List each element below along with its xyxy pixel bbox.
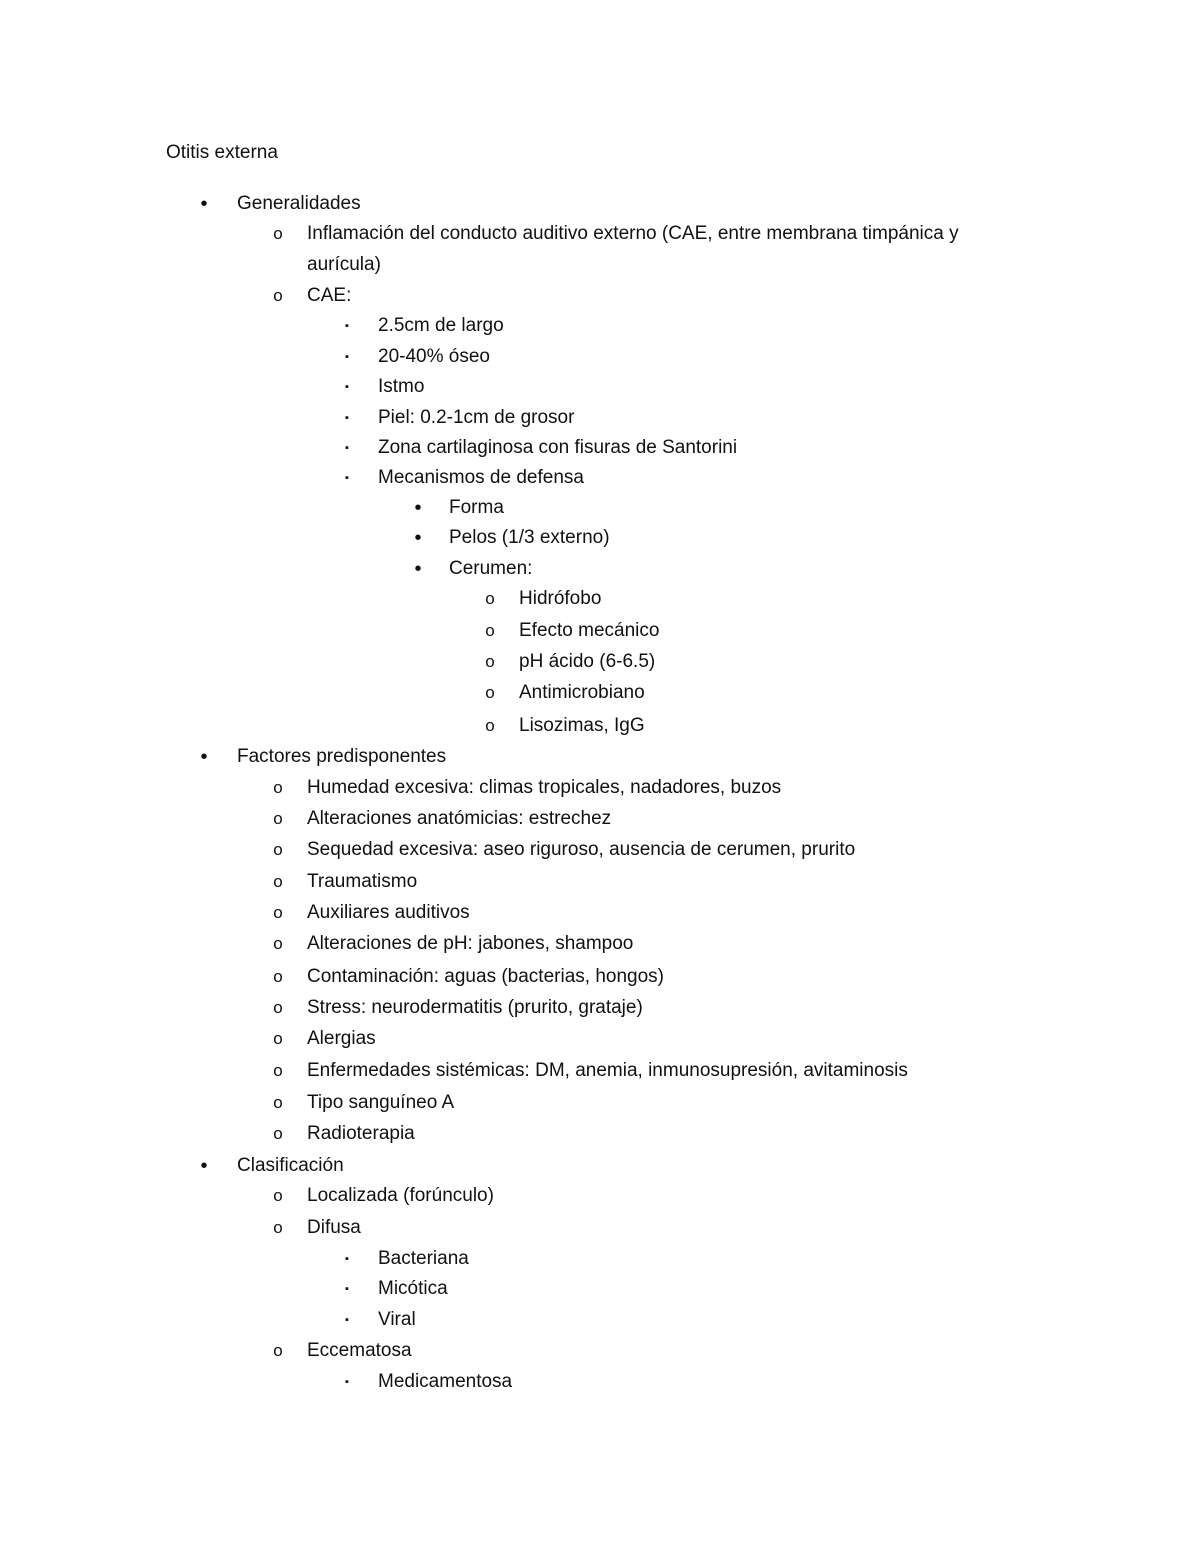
list-item-level-4: Forma: [449, 497, 504, 518]
circle-bullet-icon: o: [273, 998, 283, 1017]
circle-bullet-icon: o: [485, 621, 495, 640]
circle-bullet-icon: o: [273, 224, 283, 243]
list-item-level-2: Inflamación del conducto auditivo externo (CAE, entre membrana timpánica y: [307, 223, 959, 244]
square-bullet-icon: ▪: [345, 1253, 349, 1265]
square-bullet-icon: ▪: [345, 472, 349, 484]
document-title: Otitis externa: [166, 142, 278, 163]
list-item-level-3: Micótica: [378, 1278, 448, 1299]
circle-bullet-icon: o: [273, 1124, 283, 1143]
square-bullet-icon: ▪: [345, 351, 349, 363]
square-bullet-icon: ▪: [345, 320, 349, 332]
circle-bullet-icon: o: [485, 716, 495, 735]
bullet-icon: •: [414, 558, 422, 580]
circle-bullet-icon: o: [273, 809, 283, 828]
list-item-level-3: 20-40% óseo: [378, 346, 490, 367]
list-item-level-3: Bacteriana: [378, 1248, 469, 1269]
list-item-level-5: Efecto mecánico: [519, 620, 660, 641]
circle-bullet-icon: o: [273, 1093, 283, 1112]
list-item-level-2: Radioterapia: [307, 1123, 415, 1144]
list-item-level-3: Medicamentosa: [378, 1371, 513, 1392]
list-item-level-2: CAE:: [307, 285, 352, 306]
circle-bullet-icon: o: [485, 589, 495, 608]
list-item-level-5: Hidrófobo: [519, 588, 602, 609]
circle-bullet-icon: o: [485, 683, 495, 702]
list-item-level-2: Alteraciones de pH: jabones, shampoo: [307, 933, 634, 954]
square-bullet-icon: ▪: [345, 1376, 349, 1388]
list-item-level-2: Stress: neurodermatitis (prurito, grataje): [307, 997, 643, 1018]
list-item-level-1: Generalidades: [237, 193, 361, 214]
list-item-level-2: Tipo sanguíneo A: [307, 1092, 455, 1113]
list-item-level-1: Clasificación: [237, 1155, 344, 1176]
circle-bullet-icon: o: [273, 1061, 283, 1080]
square-bullet-icon: ▪: [345, 412, 349, 424]
circle-bullet-icon: o: [273, 1186, 283, 1205]
bullet-icon: •: [200, 1155, 208, 1177]
list-item-level-2: Humedad excesiva: climas tropicales, nadadores, buzos: [307, 777, 782, 798]
bullet-icon: •: [414, 497, 422, 519]
list-item-level-3: Viral: [378, 1309, 416, 1330]
list-item-level-5: Antimicrobiano: [519, 682, 645, 703]
list-item-level-2: Enfermedades sistémicas: DM, anemia, inmunosupresión, avitaminosis: [307, 1060, 908, 1081]
circle-bullet-icon: o: [273, 967, 283, 986]
square-bullet-icon: ▪: [345, 1283, 349, 1295]
bullet-icon: •: [414, 527, 422, 549]
circle-bullet-icon: o: [273, 1029, 283, 1048]
circle-bullet-icon: o: [273, 903, 283, 922]
list-item-level-3: Zona cartilaginosa con fisuras de Santorini: [378, 437, 738, 458]
square-bullet-icon: ▪: [345, 1314, 349, 1326]
list-item-level-5: pH ácido (6-6.5): [519, 651, 656, 672]
list-item-level-4: Pelos (1/3 externo): [449, 527, 610, 548]
list-item-level-4: Cerumen:: [449, 558, 533, 579]
circle-bullet-icon: o: [273, 778, 283, 797]
circle-bullet-icon: o: [273, 286, 283, 305]
list-item-level-2: Localizada (forúnculo): [307, 1185, 494, 1206]
list-item-level-5: Lisozimas, IgG: [519, 715, 645, 736]
list-item-level-3: Mecanismos de defensa: [378, 467, 584, 488]
list-item-level-2: Auxiliares auditivos: [307, 902, 470, 923]
list-item-level-3: Piel: 0.2-1cm de grosor: [378, 407, 575, 428]
circle-bullet-icon: o: [273, 840, 283, 859]
list-item-level-2: Traumatismo: [307, 871, 418, 892]
circle-bullet-icon: o: [273, 934, 283, 953]
square-bullet-icon: ▪: [345, 442, 349, 454]
bullet-icon: •: [200, 746, 208, 768]
list-item-level-2: Eccematosa: [307, 1340, 412, 1361]
list-item-level-2: Alergias: [307, 1028, 376, 1049]
square-bullet-icon: ▪: [345, 381, 349, 393]
list-item-level-2: Sequedad excesiva: aseo riguroso, ausencia de cerumen, prurito: [307, 839, 856, 860]
circle-bullet-icon: o: [273, 1341, 283, 1360]
list-item-level-2: Alteraciones anatómicias: estrechez: [307, 808, 612, 829]
circle-bullet-icon: o: [273, 1218, 283, 1237]
list-item-level-1: Factores predisponentes: [237, 746, 447, 767]
circle-bullet-icon: o: [273, 872, 283, 891]
bullet-icon: •: [200, 193, 208, 215]
list-item-level-3: 2.5cm de largo: [378, 315, 504, 336]
list-item-level-3: Istmo: [378, 376, 425, 397]
list-item-level-2: Difusa: [307, 1217, 361, 1238]
list-item-level-2: aurícula): [307, 254, 381, 275]
list-item-level-2: Contaminación: aguas (bacterias, hongos): [307, 966, 664, 987]
circle-bullet-icon: o: [485, 652, 495, 671]
